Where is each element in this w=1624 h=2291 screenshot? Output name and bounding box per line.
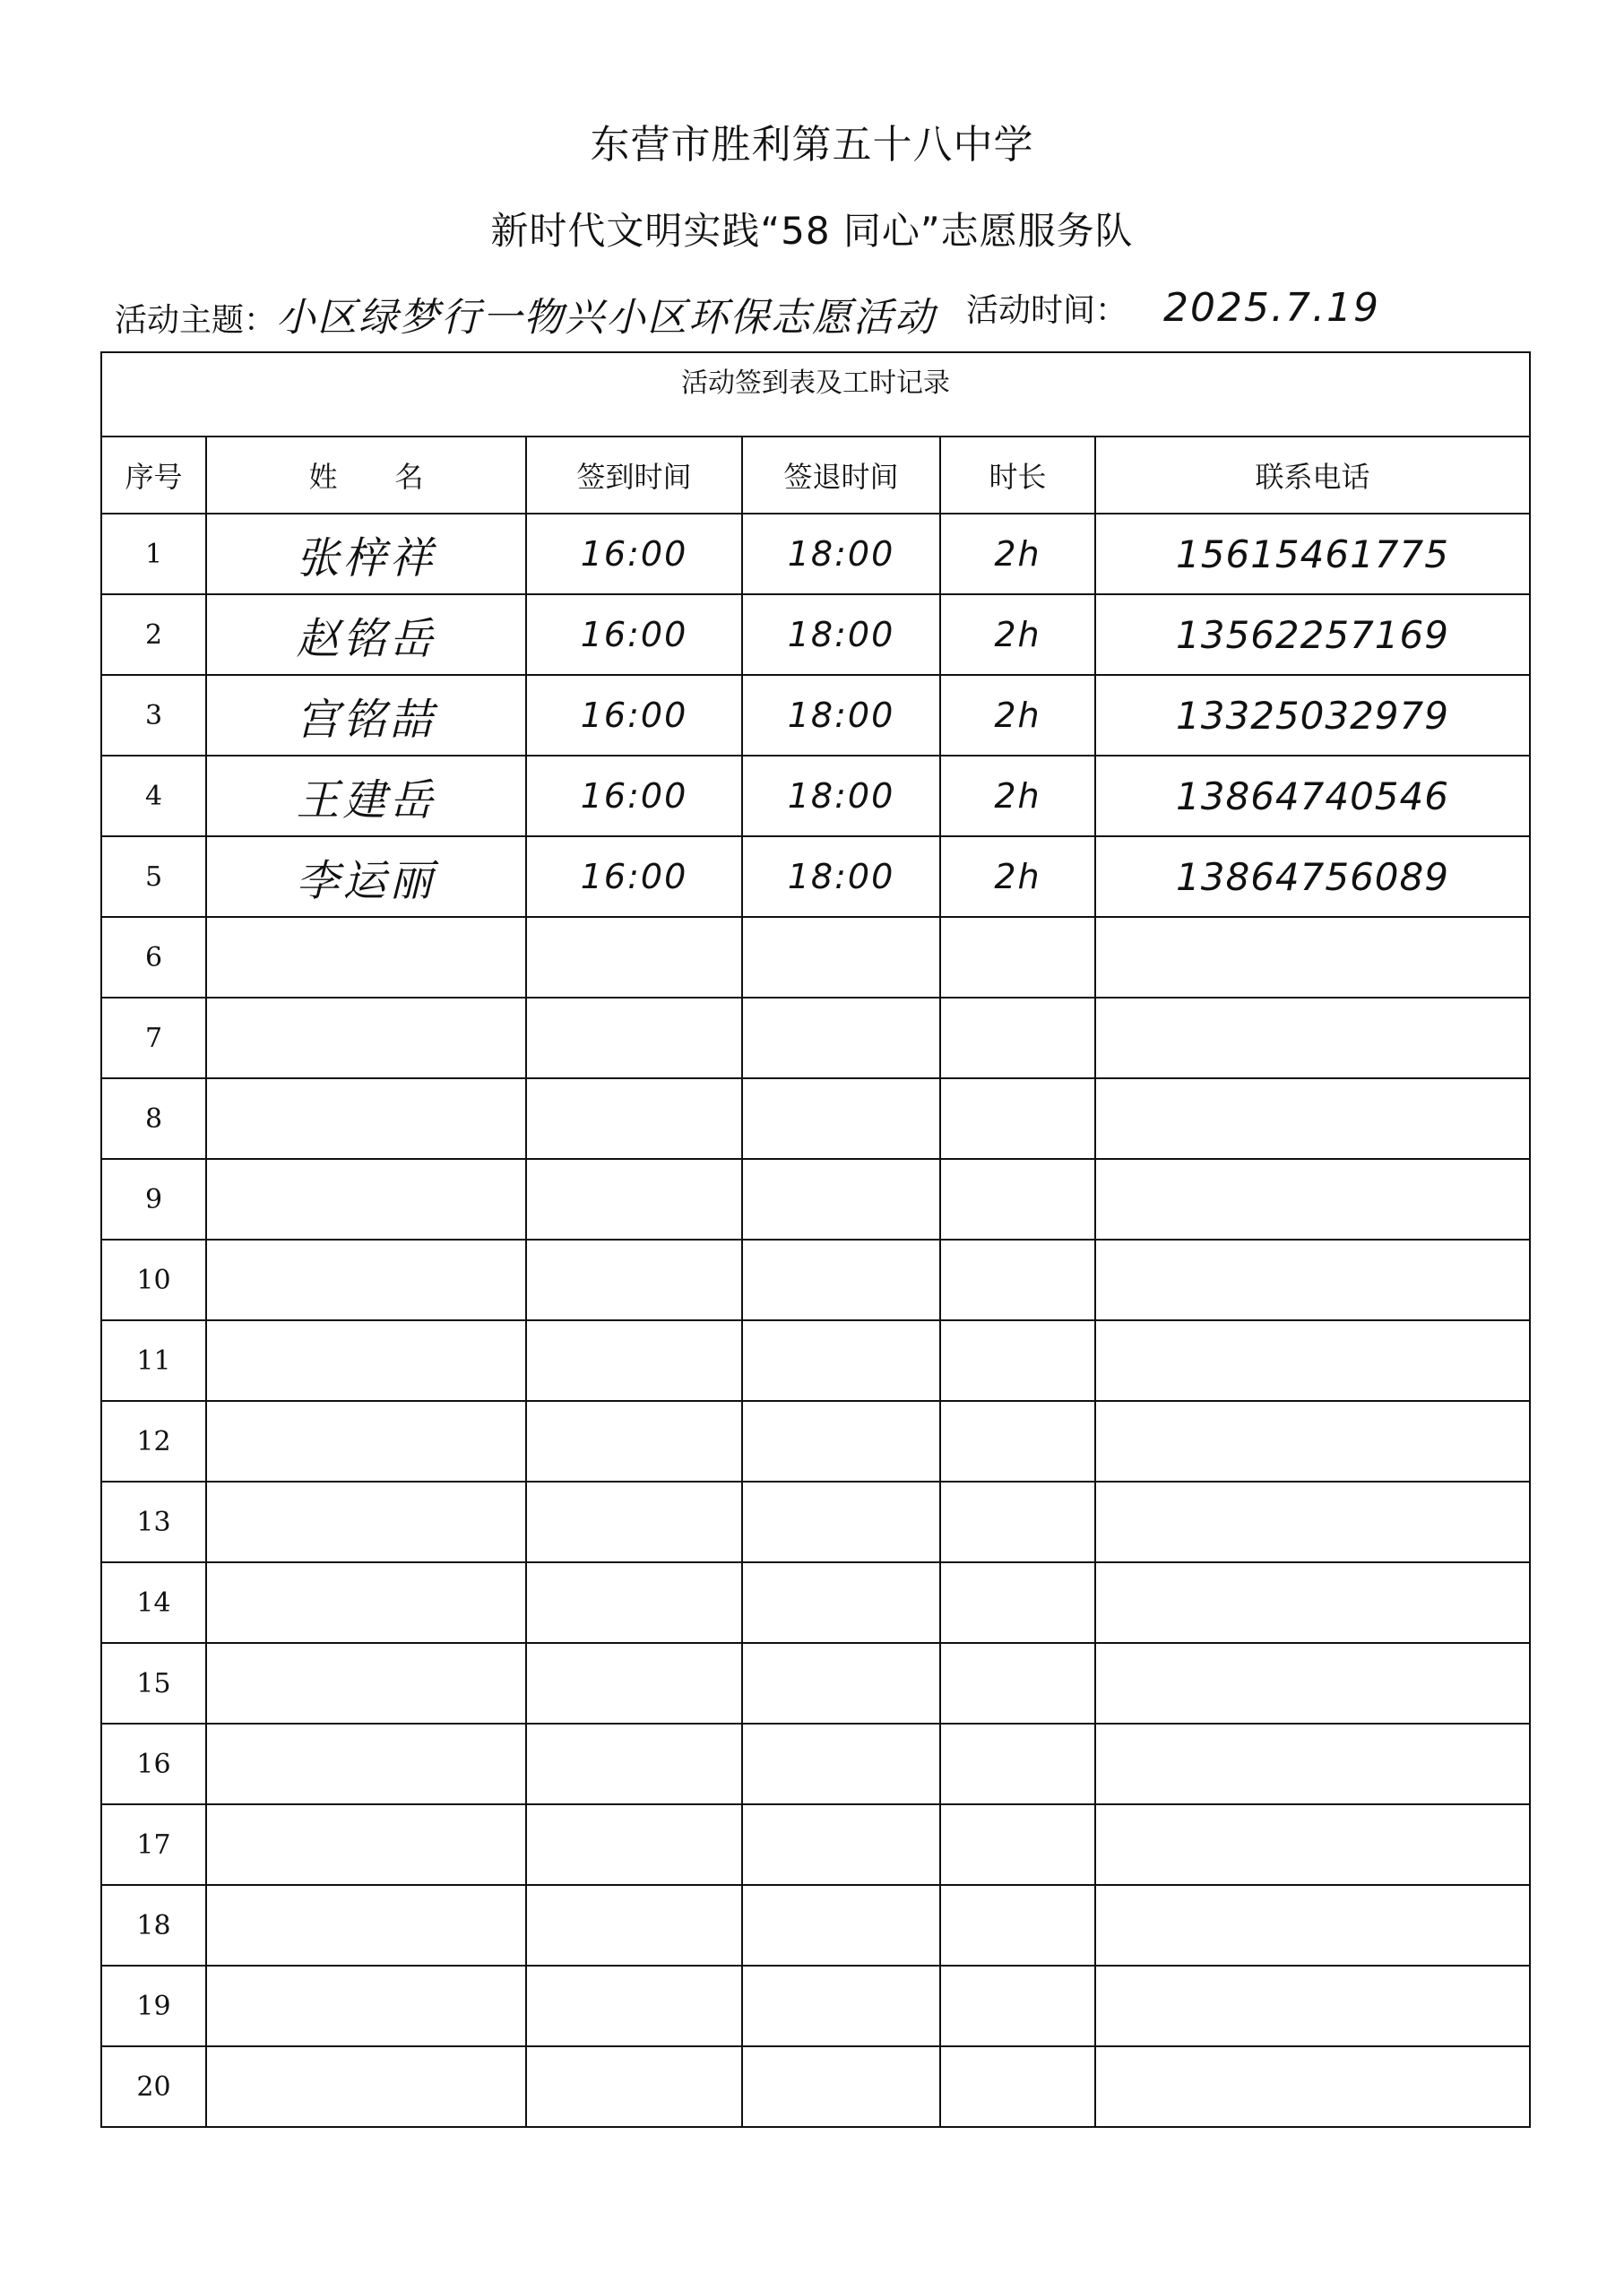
table-header-row (101, 437, 1530, 514)
cell-duration (940, 1078, 1095, 1159)
table-row (101, 917, 1530, 998)
cell-phone (1095, 1159, 1530, 1240)
school-title: 东营市胜利第五十八中学 (590, 122, 1034, 168)
header-seq: 序号 (101, 437, 206, 514)
cell-checkin (526, 1966, 742, 2046)
cell-seq: 16 (101, 1724, 206, 1804)
team-title: 新时代文明实践“58 同心”志愿服务队 (490, 209, 1134, 253)
table-row (101, 1562, 1530, 1643)
cell-seq: 10 (101, 1240, 206, 1320)
cell-checkin (526, 998, 742, 1078)
cell-name (206, 1078, 526, 1159)
cell-name (206, 1320, 526, 1401)
cell-duration (940, 1401, 1095, 1482)
cell-seq: 9 (101, 1159, 206, 1240)
table-caption: 活动签到表及工时记录 (101, 352, 1530, 437)
cell-phone (1095, 1320, 1530, 1401)
cell-seq: 19 (101, 1966, 206, 2046)
cell-name: 李运丽 (206, 836, 526, 917)
cell-checkin (526, 1562, 742, 1643)
table-row (101, 1966, 1530, 2046)
cell-checkout (742, 1562, 940, 1643)
cell-name (206, 2046, 526, 2127)
table-row (101, 1482, 1530, 1562)
sign-in-table (100, 351, 1531, 2128)
cell-seq: 17 (101, 1804, 206, 1885)
cell-seq: 15 (101, 1643, 206, 1724)
cell-phone: 13864740546 (1095, 756, 1530, 836)
cell-seq: 2 (101, 594, 206, 675)
cell-phone: 15615461775 (1095, 514, 1530, 594)
cell-checkin (526, 1482, 742, 1562)
cell-duration (940, 998, 1095, 1078)
cell-seq: 14 (101, 1562, 206, 1643)
cell-duration (940, 2046, 1095, 2127)
cell-checkin (526, 1643, 742, 1724)
cell-name (206, 998, 526, 1078)
cell-duration (940, 1804, 1095, 1885)
cell-checkin (526, 1724, 742, 1804)
cell-seq: 5 (101, 836, 206, 917)
table-row (101, 1320, 1530, 1401)
header-duration: 时长 (940, 437, 1095, 514)
table-row (101, 2046, 1530, 2127)
table-row (101, 1643, 1530, 1724)
header-name: 姓 名 (206, 437, 526, 514)
cell-phone (1095, 1240, 1530, 1320)
cell-checkin: 16:00 (526, 675, 742, 756)
cell-phone (1095, 1966, 1530, 2046)
cell-checkin: 16:00 (526, 594, 742, 675)
cell-seq: 6 (101, 917, 206, 998)
cell-phone (1095, 998, 1530, 1078)
activity-time (966, 285, 1380, 331)
cell-phone (1095, 917, 1530, 998)
cell-seq: 7 (101, 998, 206, 1078)
cell-duration (940, 1885, 1095, 1966)
cell-phone: 13325032979 (1095, 675, 1530, 756)
cell-checkout (742, 998, 940, 1078)
header-phone: 联系电话 (1095, 437, 1530, 514)
header-checkin: 签到时间 (526, 437, 742, 514)
cell-checkout: 18:00 (742, 756, 940, 836)
cell-checkout (742, 1804, 940, 1885)
table-row (101, 1885, 1530, 1966)
cell-phone (1095, 1804, 1530, 1885)
cell-duration: 2h (940, 836, 1095, 917)
cell-name (206, 1966, 526, 2046)
cell-duration: 2h (940, 675, 1095, 756)
cell-checkin (526, 1320, 742, 1401)
cell-checkout (742, 1966, 940, 2046)
cell-checkin (526, 1804, 742, 1885)
activity-time-label: 活动时间： (966, 292, 1128, 329)
cell-checkin (526, 1401, 742, 1482)
cell-checkout (742, 1240, 940, 1320)
cell-checkout (742, 1643, 940, 1724)
cell-name (206, 1562, 526, 1643)
cell-checkout (742, 1078, 940, 1159)
cell-phone: 13562257169 (1095, 594, 1530, 675)
cell-duration (940, 1966, 1095, 2046)
cell-checkin: 16:00 (526, 756, 742, 836)
cell-checkout (742, 1885, 940, 1966)
cell-checkout (742, 1320, 940, 1401)
cell-seq: 1 (101, 514, 206, 594)
cell-duration (940, 1562, 1095, 1643)
table-row (101, 594, 1530, 675)
cell-name (206, 917, 526, 998)
cell-name (206, 1724, 526, 1804)
cell-checkout (742, 1401, 940, 1482)
cell-seq: 3 (101, 675, 206, 756)
cell-phone (1095, 1482, 1530, 1562)
table-row (101, 756, 1530, 836)
cell-phone (1095, 1078, 1530, 1159)
activity-theme (115, 285, 936, 342)
cell-checkin (526, 1159, 742, 1240)
activity-theme-label: 活动主题： (115, 302, 277, 339)
cell-name (206, 1643, 526, 1724)
cell-seq: 18 (101, 1885, 206, 1966)
cell-checkout (742, 1724, 940, 1804)
cell-duration: 2h (940, 756, 1095, 836)
cell-checkin (526, 2046, 742, 2127)
cell-checkout (742, 1482, 940, 1562)
cell-checkout (742, 2046, 940, 2127)
table-row (101, 998, 1530, 1078)
cell-duration (940, 1240, 1095, 1320)
activity-theme-value: 小区绿梦行一物兴小区环保志愿活动 (276, 295, 937, 341)
cell-name (206, 1804, 526, 1885)
cell-checkout: 18:00 (742, 675, 940, 756)
cell-name (206, 1482, 526, 1562)
cell-duration (940, 1320, 1095, 1401)
table-row (101, 1159, 1530, 1240)
cell-checkin (526, 1078, 742, 1159)
cell-seq: 4 (101, 756, 206, 836)
cell-checkin (526, 1240, 742, 1320)
cell-checkin (526, 1885, 742, 1966)
cell-name (206, 1240, 526, 1320)
cell-checkout (742, 1159, 940, 1240)
cell-duration (940, 1159, 1095, 1240)
cell-duration: 2h (940, 514, 1095, 594)
cell-checkin: 16:00 (526, 836, 742, 917)
cell-duration (940, 1482, 1095, 1562)
activity-time-value: 2025.7.19 (1163, 285, 1380, 331)
cell-duration: 2h (940, 594, 1095, 675)
cell-phone (1095, 1885, 1530, 1966)
cell-phone (1095, 1643, 1530, 1724)
cell-seq: 12 (101, 1401, 206, 1482)
cell-seq: 13 (101, 1482, 206, 1562)
table-row (101, 836, 1530, 917)
cell-phone: 13864756089 (1095, 836, 1530, 917)
table-row (101, 1724, 1530, 1804)
table-row (101, 1401, 1530, 1482)
cell-seq: 8 (101, 1078, 206, 1159)
cell-phone (1095, 1562, 1530, 1643)
cell-seq: 20 (101, 2046, 206, 2127)
cell-duration (940, 917, 1095, 998)
cell-name (206, 1401, 526, 1482)
cell-name (206, 1159, 526, 1240)
cell-phone (1095, 1401, 1530, 1482)
table-row (101, 1804, 1530, 1885)
cell-name: 张梓祥 (206, 514, 526, 594)
header-checkout: 签退时间 (742, 437, 940, 514)
cell-checkin (526, 917, 742, 998)
cell-duration (940, 1724, 1095, 1804)
cell-phone (1095, 1724, 1530, 1804)
cell-name: 赵铭岳 (206, 594, 526, 675)
cell-name (206, 1885, 526, 1966)
table-row (101, 514, 1530, 594)
cell-name: 王建岳 (206, 756, 526, 836)
cell-checkout: 18:00 (742, 594, 940, 675)
cell-seq: 11 (101, 1320, 206, 1401)
table-row (101, 1240, 1530, 1320)
cell-duration (940, 1643, 1095, 1724)
cell-checkout: 18:00 (742, 514, 940, 594)
cell-checkin: 16:00 (526, 514, 742, 594)
cell-checkout: 18:00 (742, 836, 940, 917)
table-row (101, 675, 1530, 756)
cell-phone (1095, 2046, 1530, 2127)
table-row (101, 1078, 1530, 1159)
cell-name: 宫铭喆 (206, 675, 526, 756)
cell-checkout (742, 917, 940, 998)
